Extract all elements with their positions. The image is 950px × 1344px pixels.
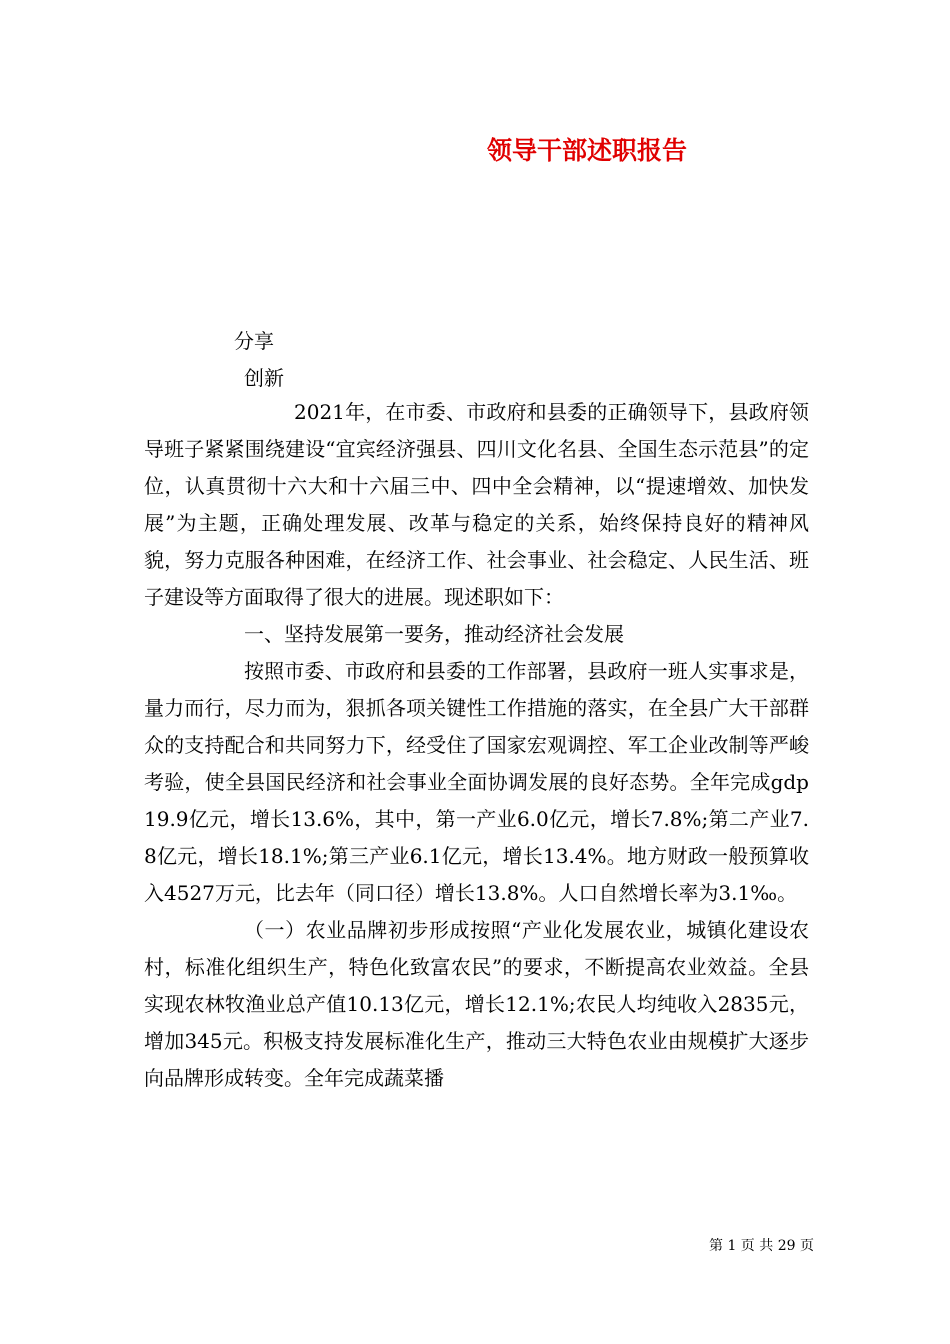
intro-paragraph: 2021年，在市委、市政府和县委的正确领导下，县政府领导班子紧紧围绕建设“宜宾经济强县、四川文化名县、全国生态示范县”的定位，认真贯彻十六大和十六届三中、四中全会精神，以“提速增效、加快发展”为主题，正确处理发展、改革与稳定的关系，始终保持良好的精神风貌，努力克服各种困难，在经济工作、社会事业、社会稳定、人民生活、班子建设等方面取得了很大的进展。现述职如下： xyxy=(144,400,809,609)
document-title: 领导干部述职报告 xyxy=(487,136,688,165)
section-heading: 一、坚持发展第一要务，推动经济社会发展 xyxy=(244,622,624,646)
economy-paragraph: 按照市委、市政府和县委的工作部署，县政府一班人实事求是，量力而行，尽力而为，狠抓各项关键性工作措施的落实，在全县广大干部群众的支持配合和共同努力下，经受住了国家宏观调控、军工企业改制等严峻考验，使全县国民经济和社会事业全面协调发展的良好态势。全年完成gdp19.9亿元，增长13.6%，其中，第一产业6.0亿元，增长7.8%;第二产业7.8亿元，增长18.1%;第三产业6.1亿元，增长13.4%。地方财政一般预算收入4527万元，比去年（同口径）增长13.8%。人口自然增长率为3.1‰。 xyxy=(144,659,809,905)
innovate-label: 创新 xyxy=(244,366,284,390)
agriculture-paragraph: （一）农业品牌初步形成按照“产业化发展农业，城镇化建设农村，标准化组织生产，特色化致富农民”的要求，不断提高农业效益。全县实现农林牧渔业总产值10.13亿元，增长12.1%;农民人均纯收入2835元，增加345元。积极支持发展标准化生产，推动三大特色农业由规模扩大逐步向品牌形成转变。全年完成蔬菜播 xyxy=(144,918,809,1090)
page-number-footer: 第 1 页 共 29 页 xyxy=(709,1238,814,1254)
share-label: 分享 xyxy=(234,329,274,353)
document-body xyxy=(144,394,809,1097)
